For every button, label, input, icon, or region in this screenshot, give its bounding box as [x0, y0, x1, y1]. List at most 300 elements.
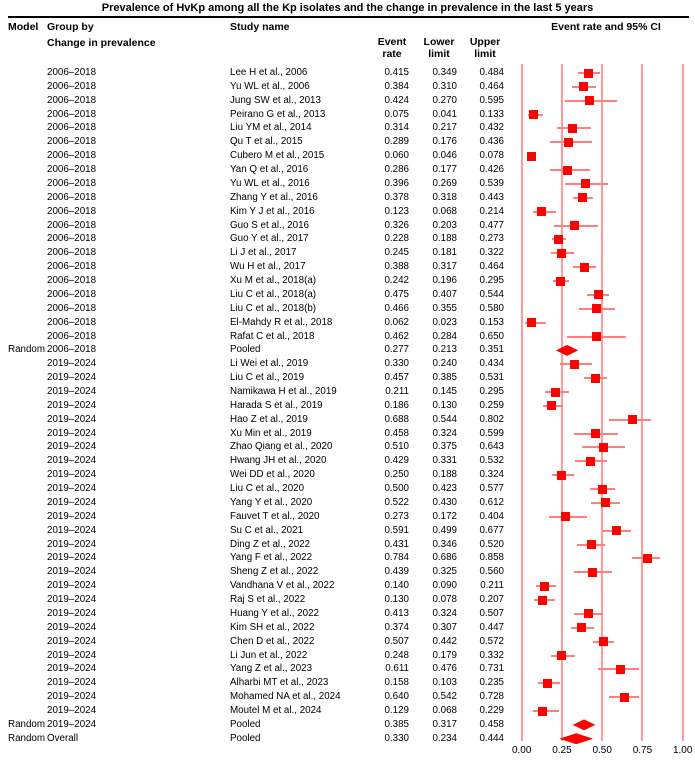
x-tick-label-0.75: 0.75	[632, 745, 653, 756]
group-label: 2019–2024	[47, 441, 97, 453]
upper-limit-value: 0.560	[479, 566, 504, 578]
group-label: 2019–2024	[47, 469, 97, 481]
study-name: Li Wei et al., 2019	[230, 358, 309, 370]
event-rate-value: 0.129	[384, 705, 409, 717]
upper-limit-value: 0.464	[479, 261, 504, 273]
study-name: Yan Q et al., 2016	[230, 164, 309, 176]
study-name: Guo S et al., 2016	[230, 219, 309, 231]
event-rate-value: 0.273	[384, 510, 409, 522]
study-name: Hwang JH et al., 2020	[230, 455, 327, 467]
study-name: Zhao Qiang et al., 2020	[230, 441, 333, 453]
group-label: 2006–2018	[47, 247, 97, 259]
study-name: Namikawa H et al., 2019	[230, 386, 337, 397]
event-rate-value: 0.374	[384, 621, 409, 633]
group-label: 2006–2018	[47, 233, 97, 245]
study-name: Harada S et al., 2019	[230, 399, 323, 411]
event-rate-value: 0.130	[384, 594, 409, 606]
group-label: 2019–2024	[47, 705, 97, 717]
event-rate-value: 0.462	[384, 330, 409, 342]
upper-limit-value: 0.599	[479, 427, 504, 439]
study-row	[0, 690, 695, 704]
group-label: 2019–2024	[47, 621, 97, 633]
group-label: 2006–2018	[47, 150, 97, 162]
group-label: 2019–2024	[47, 427, 97, 439]
study-row	[0, 357, 695, 371]
event-rate-value: 0.250	[384, 469, 409, 481]
col-header-upper-limit-line1: Upper	[469, 36, 501, 48]
study-row	[0, 288, 695, 302]
lower-limit-value: 0.196	[432, 275, 457, 287]
group-label: 2006–2018	[47, 122, 97, 134]
event-rate-value: 0.242	[384, 275, 409, 287]
upper-limit-value: 0.332	[479, 649, 504, 661]
event-rate-value: 0.245	[384, 247, 409, 259]
event-rate-value: 0.424	[384, 94, 409, 106]
study-name: Alharbi MT et al., 2023	[230, 677, 329, 689]
upper-limit-value: 0.477	[479, 219, 504, 231]
study-name: Li Jun et al., 2022	[230, 649, 308, 661]
x-tick-label-1.00: 1.00	[672, 745, 693, 756]
study-row	[0, 66, 695, 80]
study-name: Liu C et al., 2019	[230, 372, 305, 384]
upper-limit-value: 0.580	[479, 302, 504, 314]
event-rate-value: 0.611	[385, 663, 409, 675]
upper-limit-value: 0.643	[479, 441, 504, 453]
group-label: 2019–2024	[47, 691, 97, 703]
study-name: Liu C et al., 2018(b)	[230, 302, 317, 314]
upper-limit-value: 0.539	[479, 177, 504, 189]
event-rate-value: 0.248	[384, 649, 409, 661]
study-name: Yang Y et al., 2020	[230, 496, 313, 508]
model-label: Random	[8, 718, 46, 730]
lower-limit-value: 0.213	[432, 344, 457, 356]
study-row	[0, 149, 695, 163]
group-label: 2019–2024	[47, 455, 97, 467]
event-rate-value: 0.510	[384, 441, 409, 453]
group-label: 2019–2024	[47, 649, 97, 661]
upper-limit-value: 0.133	[479, 108, 504, 120]
study-name: Liu C et al., 2020	[230, 483, 305, 495]
upper-limit-value: 0.572	[479, 635, 504, 647]
study-name: Wei DD et al., 2020	[230, 469, 315, 481]
study-row	[0, 440, 695, 454]
event-rate-value: 0.060	[384, 150, 409, 162]
study-row	[0, 551, 695, 565]
event-rate-value: 0.458	[384, 427, 409, 439]
lower-limit-value: 0.041	[432, 108, 457, 120]
title-divider	[8, 16, 689, 18]
event-rate-value: 0.286	[384, 164, 409, 176]
lower-limit-value: 0.349	[432, 67, 457, 78]
group-label: 2006–2018	[47, 164, 97, 176]
lower-limit-value: 0.217	[432, 122, 457, 134]
study-row	[0, 468, 695, 482]
event-rate-value: 0.431	[384, 538, 409, 550]
model-label: Random	[8, 344, 46, 356]
study-name: Yu WL et al., 2006	[230, 80, 310, 92]
lower-limit-value: 0.090	[432, 580, 457, 592]
study-row	[0, 579, 695, 593]
group-label: 2006–2018	[47, 275, 97, 287]
lower-limit-value: 0.176	[432, 136, 457, 148]
study-name: Raj S et al., 2022	[230, 594, 306, 606]
event-rate-value: 0.228	[384, 233, 409, 245]
study-row	[0, 454, 695, 468]
group-label: 2006–2018	[47, 67, 97, 78]
group-label: 2006–2018	[47, 288, 97, 300]
event-rate-value: 0.385	[384, 718, 409, 730]
event-rate-value: 0.522	[384, 496, 409, 508]
study-name: Rafat C et al., 2018	[230, 330, 315, 342]
upper-limit-value: 0.235	[479, 677, 504, 689]
col-header-model: Model	[8, 21, 39, 33]
study-name: Jung SW et al., 2013	[230, 94, 321, 106]
upper-limit-value: 0.434	[479, 358, 504, 370]
group-label: 2019–2024	[47, 677, 97, 689]
group-label: 2019–2024	[47, 663, 97, 675]
upper-limit-value: 0.273	[479, 233, 504, 245]
study-row	[0, 219, 695, 233]
study-row	[0, 274, 695, 288]
study-name: Chen D et al., 2022	[230, 635, 315, 647]
upper-limit-value: 0.728	[479, 691, 504, 703]
lower-limit-value: 0.068	[432, 205, 457, 217]
group-label: 2006–2018	[47, 94, 97, 106]
lower-limit-value: 0.499	[432, 524, 457, 536]
upper-limit-value: 0.464	[479, 80, 504, 92]
upper-limit-value: 0.432	[479, 122, 504, 134]
event-rate-value: 0.289	[384, 136, 409, 148]
upper-limit-value: 0.426	[479, 164, 504, 176]
lower-limit-value: 0.188	[432, 233, 457, 245]
col-header-lower-limit	[417, 36, 461, 60]
event-rate-value: 0.500	[384, 483, 409, 495]
study-name: Yang Z et al., 2023	[230, 663, 313, 675]
group-label: 2006–2018	[47, 177, 97, 189]
study-row	[0, 607, 695, 621]
study-name: Moutel M et al., 2024	[230, 705, 322, 717]
lower-limit-value: 0.407	[432, 288, 457, 300]
group-label: 2019–2024	[47, 372, 97, 384]
event-rate-value: 0.466	[384, 302, 409, 314]
event-rate-value: 0.429	[384, 455, 409, 467]
group-label: Overall	[47, 732, 79, 744]
upper-limit-value: 0.211	[480, 580, 504, 592]
lower-limit-value: 0.068	[432, 705, 457, 717]
upper-limit-value: 0.458	[479, 718, 504, 730]
col-header-event-rate-line2: rate	[382, 48, 402, 60]
group-label: 2019–2024	[47, 718, 97, 730]
col-header-change-in-prevalence: Change in prevalence	[47, 37, 156, 49]
upper-limit-value: 0.612	[479, 496, 504, 508]
study-name: Cubero M et al., 2015	[230, 150, 325, 162]
study-row	[0, 621, 695, 635]
study-name: Ding Z et al., 2022	[230, 538, 311, 550]
study-name: Lee H et al., 2006	[230, 67, 308, 78]
study-row	[0, 191, 695, 205]
study-name: Wu H et al., 2017	[230, 261, 306, 273]
lower-limit-value: 0.023	[432, 316, 457, 328]
upper-limit-value: 0.436	[479, 136, 504, 148]
event-rate-value: 0.330	[384, 358, 409, 370]
study-row	[0, 80, 695, 94]
lower-limit-value: 0.375	[432, 441, 457, 453]
study-row	[0, 135, 695, 149]
upper-limit-value: 0.322	[479, 247, 504, 259]
event-rate-value: 0.062	[384, 316, 409, 328]
lower-limit-value: 0.103	[432, 677, 457, 689]
lower-limit-value: 0.331	[432, 455, 457, 467]
group-label: 2019–2024	[47, 566, 97, 578]
study-name: Yu WL et al., 2016	[230, 177, 310, 189]
study-name: Pooled	[230, 718, 261, 730]
lower-limit-value: 0.318	[432, 191, 457, 203]
group-label: 2019–2024	[47, 524, 97, 536]
col-header-study-name: Study name	[230, 21, 290, 33]
event-rate-value: 0.388	[384, 261, 409, 273]
study-name: Yang F et al., 2022	[230, 552, 313, 564]
group-label: 2006–2018	[47, 108, 97, 120]
event-rate-value: 0.277	[384, 344, 409, 356]
group-label: 2006–2018	[47, 316, 97, 328]
lower-limit-value: 0.324	[432, 427, 457, 439]
upper-limit-value: 0.858	[479, 552, 504, 564]
col-header-lower-limit-line2: limit	[428, 48, 450, 60]
upper-limit-value: 0.520	[479, 538, 504, 550]
study-row	[0, 482, 695, 496]
model-label: Random	[8, 732, 46, 744]
event-rate-value: 0.211	[385, 386, 409, 397]
event-rate-value: 0.396	[384, 177, 409, 189]
lower-limit-value: 0.355	[432, 302, 457, 314]
upper-limit-value: 0.532	[479, 455, 504, 467]
lower-limit-value: 0.240	[432, 358, 457, 370]
study-row	[0, 704, 695, 718]
study-name: El-Mahdy R et al., 2018	[230, 316, 333, 328]
lower-limit-value: 0.172	[432, 510, 457, 522]
event-rate-value: 0.475	[384, 288, 409, 300]
lower-limit-value: 0.544	[432, 413, 457, 425]
event-rate-value: 0.140	[384, 580, 409, 592]
lower-limit-value: 0.307	[432, 621, 457, 633]
study-name: Pooled	[230, 732, 261, 744]
upper-limit-value: 0.544	[479, 288, 504, 300]
study-row	[0, 538, 695, 552]
study-row	[0, 316, 695, 330]
study-name: Zhang Y et al., 2016	[230, 191, 318, 203]
study-name: Vandhana V et al., 2022	[230, 580, 335, 592]
upper-limit-value: 0.650	[479, 330, 504, 342]
study-name: Su C et al., 2021	[230, 524, 303, 536]
study-row	[0, 635, 695, 649]
lower-limit-value: 0.346	[432, 538, 457, 550]
pooled-row	[0, 732, 695, 746]
event-rate-value: 0.075	[384, 108, 409, 120]
lower-limit-value: 0.325	[432, 566, 457, 578]
col-header-upper-limit-line2: limit	[474, 48, 496, 60]
lower-limit-value: 0.181	[432, 247, 457, 259]
lower-limit-value: 0.284	[432, 330, 457, 342]
lower-limit-value: 0.177	[432, 164, 457, 176]
event-rate-value: 0.688	[384, 413, 409, 425]
study-row	[0, 413, 695, 427]
group-label: 2019–2024	[47, 496, 97, 508]
lower-limit-value: 0.269	[432, 177, 457, 189]
lower-limit-value: 0.317	[432, 718, 457, 730]
event-rate-value: 0.158	[384, 677, 409, 689]
study-row	[0, 205, 695, 219]
group-label: 2006–2018	[47, 219, 97, 231]
study-name: Xu M et al., 2018(a)	[230, 275, 317, 287]
lower-limit-value: 0.130	[432, 399, 457, 411]
x-tick-label-0.50: 0.50	[592, 745, 612, 756]
lower-limit-value: 0.686	[432, 552, 457, 564]
study-row	[0, 121, 695, 135]
study-row	[0, 385, 695, 399]
study-name: Guo Y et al., 2017	[230, 233, 309, 245]
study-row	[0, 302, 695, 316]
upper-limit-value: 0.259	[479, 399, 504, 411]
group-label: 2019–2024	[47, 607, 97, 619]
upper-limit-value: 0.324	[479, 469, 504, 481]
upper-limit-value: 0.507	[479, 607, 504, 619]
study-name: Huang Y et al., 2022	[230, 607, 319, 619]
study-name: Kim Y J et al., 2016	[230, 205, 315, 217]
group-label: 2019–2024	[47, 580, 97, 592]
group-label: 2006–2018	[47, 344, 97, 356]
study-row	[0, 676, 695, 690]
study-row	[0, 371, 695, 385]
lower-limit-value: 0.423	[432, 483, 457, 495]
group-label: 2019–2024	[47, 538, 97, 550]
event-rate-value: 0.507	[384, 635, 409, 647]
event-rate-value: 0.457	[384, 372, 409, 384]
upper-limit-value: 0.295	[479, 275, 504, 287]
pooled-row	[0, 343, 695, 357]
lower-limit-value: 0.317	[432, 261, 457, 273]
upper-limit-value: 0.229	[479, 705, 504, 717]
lower-limit-value: 0.385	[432, 372, 457, 384]
lower-limit-value: 0.476	[432, 663, 457, 675]
upper-limit-value: 0.577	[479, 483, 504, 495]
study-name: Liu YM et al., 2014	[230, 122, 312, 134]
study-row	[0, 246, 695, 260]
study-name: Xu Min et al., 2019	[230, 427, 312, 439]
col-header-event-rate-ci: Event rate and 95% CI	[551, 21, 661, 33]
event-rate-value: 0.413	[384, 607, 409, 619]
upper-limit-value: 0.295	[479, 386, 504, 397]
study-row	[0, 496, 695, 510]
lower-limit-value: 0.324	[432, 607, 457, 619]
upper-limit-value: 0.447	[479, 621, 504, 633]
study-row	[0, 108, 695, 122]
lower-limit-value: 0.203	[432, 219, 457, 231]
study-row	[0, 662, 695, 676]
upper-limit-value: 0.153	[479, 316, 504, 328]
lower-limit-value: 0.145	[432, 386, 457, 397]
upper-limit-value: 0.731	[479, 663, 504, 675]
upper-limit-value: 0.207	[479, 594, 504, 606]
group-label: 2019–2024	[47, 358, 97, 370]
event-rate-value: 0.784	[384, 552, 409, 564]
col-header-upper-limit	[463, 36, 507, 60]
upper-limit-value: 0.677	[479, 524, 504, 536]
upper-limit-value: 0.078	[479, 150, 504, 162]
lower-limit-value: 0.542	[432, 691, 457, 703]
upper-limit-value: 0.444	[479, 732, 504, 744]
study-name: Kim SH et al., 2022	[230, 621, 315, 633]
group-label: 2019–2024	[47, 399, 97, 411]
upper-limit-value: 0.443	[479, 191, 504, 203]
study-name: Sheng Z et al., 2022	[230, 566, 319, 578]
group-label: 2006–2018	[47, 261, 97, 273]
event-rate-value: 0.123	[384, 205, 409, 217]
lower-limit-value: 0.234	[432, 732, 457, 744]
lower-limit-value: 0.179	[432, 649, 457, 661]
study-row	[0, 524, 695, 538]
study-row	[0, 94, 695, 108]
upper-limit-value: 0.595	[479, 94, 504, 106]
event-rate-value: 0.439	[384, 566, 409, 578]
lower-limit-value: 0.188	[432, 469, 457, 481]
event-rate-value: 0.326	[384, 219, 409, 231]
study-row	[0, 565, 695, 579]
lower-limit-value: 0.442	[432, 635, 457, 647]
lower-limit-value: 0.078	[432, 594, 457, 606]
study-name: Hao Z et al., 2019	[230, 413, 308, 425]
study-row	[0, 260, 695, 274]
col-header-group-by: Group by	[47, 21, 94, 33]
lower-limit-value: 0.430	[432, 496, 457, 508]
event-rate-value: 0.330	[384, 732, 409, 744]
event-rate-value: 0.378	[384, 191, 409, 203]
pooled-row	[0, 718, 695, 732]
upper-limit-value: 0.351	[479, 344, 504, 356]
study-row	[0, 510, 695, 524]
col-header-event-rate	[370, 36, 414, 60]
event-rate-value: 0.640	[384, 691, 409, 703]
x-tick-label-0.25: 0.25	[552, 745, 572, 756]
study-name: Fauvet T et al., 2020	[230, 510, 320, 522]
group-label: 2019–2024	[47, 386, 97, 397]
upper-limit-value: 0.802	[479, 413, 504, 425]
study-row	[0, 163, 695, 177]
study-row	[0, 427, 695, 441]
upper-limit-value: 0.214	[479, 205, 504, 217]
col-header-event-rate-line1: Event	[377, 36, 407, 48]
group-label: 2019–2024	[47, 594, 97, 606]
group-label: 2019–2024	[47, 552, 97, 564]
event-rate-value: 0.415	[384, 67, 409, 78]
study-row	[0, 330, 695, 344]
event-rate-value: 0.314	[384, 122, 409, 134]
group-label: 2006–2018	[47, 205, 97, 217]
group-label: 2006–2018	[47, 330, 97, 342]
col-header-lower-limit-line1: Lower	[423, 36, 455, 48]
study-name: Peirano G et al., 2013	[230, 108, 326, 120]
group-label: 2019–2024	[47, 635, 97, 647]
group-label: 2019–2024	[47, 510, 97, 522]
x-tick-label-0.00: 0.00	[511, 745, 532, 756]
study-row	[0, 399, 695, 413]
group-label: 2019–2024	[47, 413, 97, 425]
group-label: 2006–2018	[47, 191, 97, 203]
lower-limit-value: 0.270	[432, 94, 457, 106]
study-row	[0, 177, 695, 191]
figure-title: Prevalence of HvKp among all the Kp isolates and the change in prevalence in the last 5 years	[101, 2, 594, 14]
upper-limit-value: 0.531	[479, 372, 504, 384]
event-rate-value: 0.186	[384, 399, 409, 411]
